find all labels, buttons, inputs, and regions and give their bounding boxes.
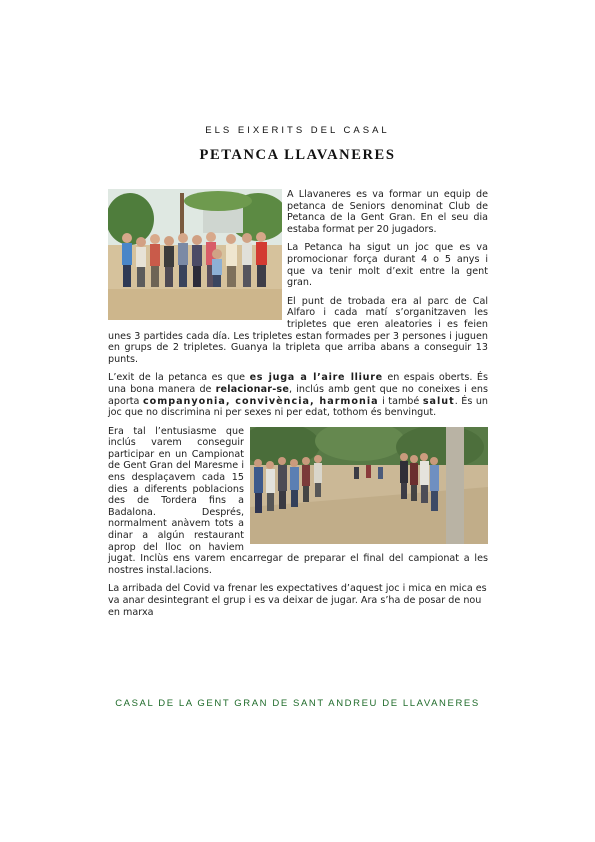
article-title: PETANCA LLAVANERES — [199, 147, 396, 163]
photo-championship — [250, 427, 488, 544]
footer-organization: CASAL DE LA GENT GRAN DE SANT ANDREU DE LLAVANERES — [115, 698, 480, 709]
benefits-text-a: L’exit de la petanca es que — [108, 372, 250, 384]
paragraph-championship: Era tal l’entusiasme que inclús varem conseguir participar en un Campionat de Gent Gran del Maresme i ens desplaçavem cada 15 dies a diferents poblacions des de Tordera fins a Badalona. Després, normalment anàvem tots a dinar a algún restaurant aprop del lloc on haviem jugat. Inclùs ens varem encarregar de preparar el final del campionat a les nostres instal.lacions. — [108, 425, 488, 576]
paragraph-team-formation: A Llavaneres es va formar un equip de petanca de Seniors denominat Club de Petanca de la Gent Gran. En el seu dia estaba format per 20 jugadors. — [287, 189, 488, 235]
photo-team-group — [108, 189, 282, 320]
championship-image — [250, 427, 488, 544]
benefits-text-g: i també — [378, 395, 423, 407]
highlight-outdoor: es juga a l’aire lliure — [249, 372, 383, 384]
paragraph-promotion: La Petanca ha sigut un joc que es va promocionar força durant 4 o 5 anys i que va tenir molt d’exit entre la gent gran. — [287, 242, 488, 289]
paragraph-benefits — [108, 372, 488, 418]
paragraph-covid: La arribada del Covid va frenar les expectatives d’aquest joc i mica en mica es va anar desintegrant el grup i es va deixar de jugar. Ara s’ha de posar de nou en marxa — [108, 583, 487, 618]
section-kicker: ELS EIXERITS DEL CASAL — [205, 125, 390, 136]
paragraph-meeting-point: El punt de trobada era al parc de Cal Alfaro i cada matí s’organitzaven les tripletes que eren aleatories i es feien unes 3 partides cada día. Les tripletes estan formades per 3 persones i juguen en grups de 2 tripletes. Guanya la tripleta que arriba abans a conseguir 13 punts. — [108, 295, 488, 365]
benefits-text-e: , inclús amb gent que no coneixes i ens aporta — [108, 383, 488, 407]
highlight-values: companyonia, convivència, harmonia — [142, 395, 379, 407]
benefits-text-i: . És un joc que no discrimina ni per sexes ni per edat, tothom és benvingut. — [108, 395, 488, 419]
highlight-health: salut — [422, 395, 455, 407]
article-body — [108, 189, 488, 625]
team-group-image — [108, 189, 282, 320]
highlight-socialize: relacionar-se — [215, 383, 290, 395]
benefits-text-c: en espais oberts. És una bona manera de — [108, 372, 488, 395]
